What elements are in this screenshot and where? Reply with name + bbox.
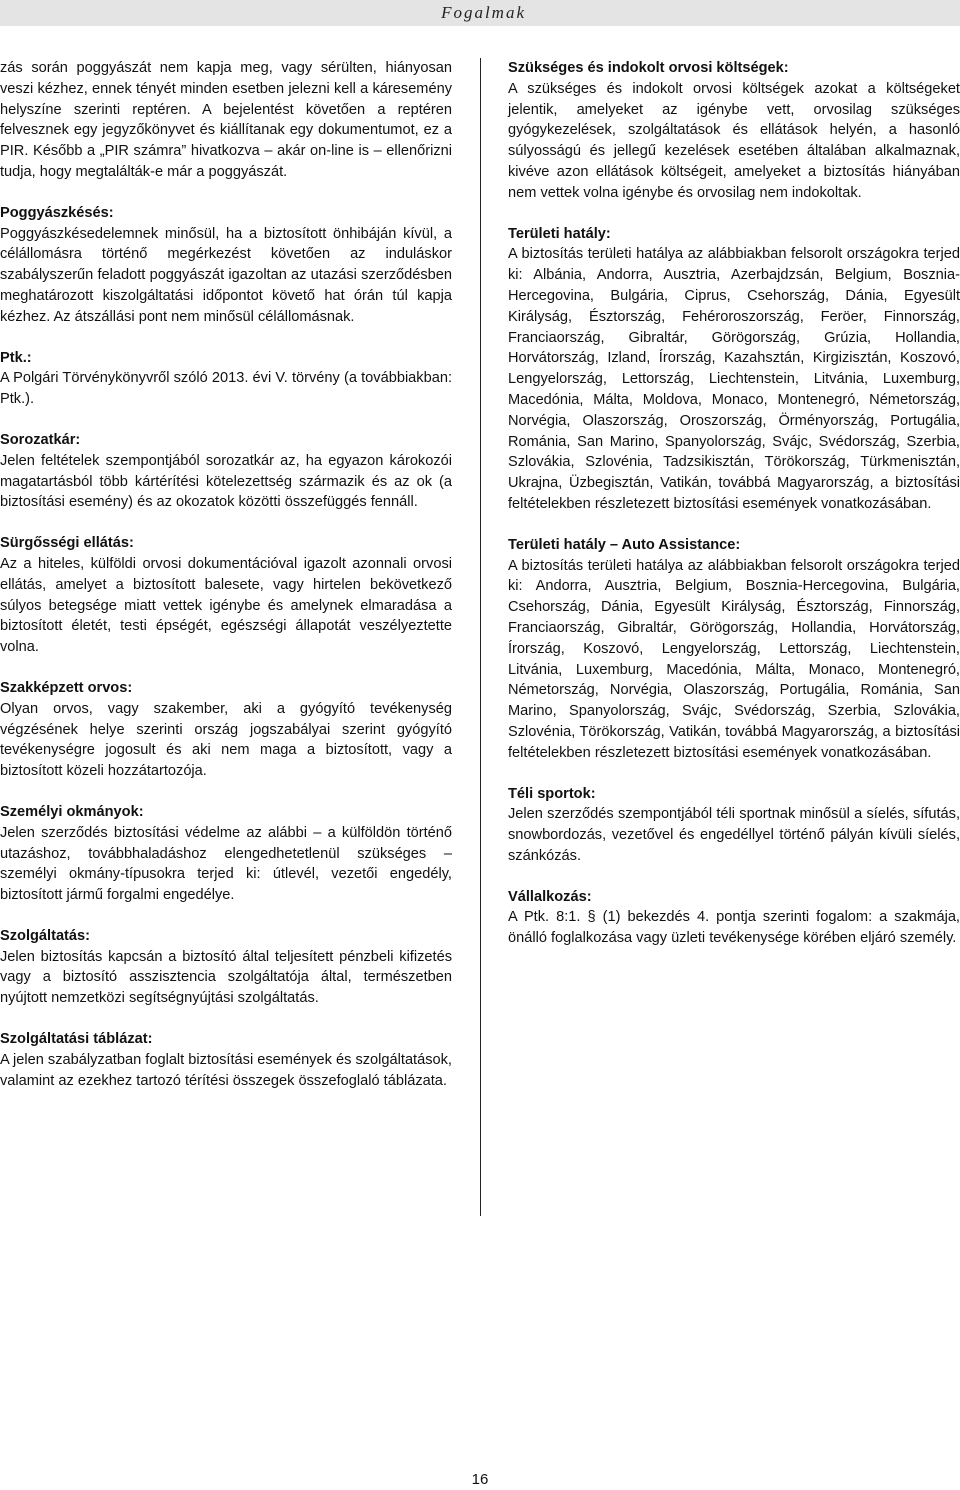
definition-term: Sorozatkár: bbox=[0, 431, 81, 448]
definition-szakkepzett-orvos bbox=[0, 678, 452, 782]
definition-text: A szükséges és indokolt orvosi költségek azokat a költségeket jelentik, amelyeket az igénybe vett, orvosilag szükséges gyógykezelések, szolgáltatások és ellátások helyén, a hasonló súlyosságú és jellegű kezelések esetében általában alkalmaznak, kivéve azon ellátások költségeit, amelyeket a biztosítás hiányában nem vettek volna igénybe és orvosilag nem indokoltak. bbox=[508, 80, 960, 201]
definition-term: Vállalkozás: bbox=[508, 888, 592, 905]
definition-term: Téli sportok: bbox=[508, 785, 596, 802]
definition-ptk bbox=[0, 348, 452, 410]
definition-text: Jelen szerződés szempontjából téli sportnak minősül a síelés, sífutás, snowbordozás, vezetővel és engedéllyel történő pályán kívüli síelés, szánkózás. bbox=[508, 806, 960, 864]
chapter-title: Fogalmak bbox=[441, 3, 526, 22]
definition-term: Ptk.: bbox=[0, 349, 32, 366]
definition-szolgaltatasi-tablazat bbox=[0, 1029, 452, 1091]
column-divider bbox=[480, 58, 481, 1216]
definition-term: Személyi okmányok: bbox=[0, 803, 144, 820]
definition-text: Az a hiteles, külföldi orvosi dokumentációval igazolt azonnali orvosi ellátás, amelyet a biztosított balesete, vagy hirtelen bekövetkező súlyos betegsége miatt vettek igénybe és amelynek elmaradása a biztosított életét, testi épségét, egészségi állapotát veszélyeztette volna. bbox=[0, 555, 452, 656]
definition-term: Sürgősségi ellátás: bbox=[0, 535, 134, 552]
definition-text: A biztosítás területi hatálya az alábbiakban felsorolt országokra terjed ki: Andorra, Ausztria, Belgium, Bosznia-Hercegovina, Bulgária, Csehország, Dánia, Egyesült Királyság, Észtország, Finnország, Franciaország, Gibraltár, Görögország, Hollandia, Horvátország, Írország, Koszovó, Lengyelország, Lettország, Liechtenstein, Litvánia, Luxemburg, Macedónia, Málta, Monaco, Montenegró, Németország, Norvégia, Olaszország, Portugália, Románia, San Marino, Spanyolország, Svájc, Svédország, Szerbia, Szlovákia, Szlovénia, Törökország, Vatikán, továbbá Magyarország, a biztosítási feltételekben részletezett biztosítási események vonatkozásában. bbox=[508, 557, 960, 761]
continued-paragraph: zás során poggyászát nem kapja meg, vagy sérülten, hiányosan veszi kézhez, ennek tényét minden esetben jelezni kell a káresemény helyszíne szerinti reptéren. A bejelentést követően a reptéren felvesznek egy jegyzőkönyvet és kiállítanak egy dokumentumot, ez a PIR. Később a „PIR számra” hivatkozva – akár on-line is – ellenőrizni tudja, hogy megtalálták-e már a poggyászát. bbox=[0, 60, 452, 180]
definition-text: A Polgári Törvénykönyvről szóló 2013. évi V. törvény (a továbbiakban: Ptk.). bbox=[0, 370, 452, 408]
definition-term: Poggyászkésés: bbox=[0, 204, 114, 221]
definition-teruleti-hataly bbox=[508, 224, 960, 515]
header-bar bbox=[0, 0, 960, 26]
definition-text: Jelen biztosítás kapcsán a biztosító által teljesített pénzbeli kifizetés vagy a biztosító asszisztencia szolgáltatója által, természetben nyújtott nemzetközi segítségnyújtási szolgáltatás. bbox=[0, 948, 452, 1007]
definition-term: Szakképzett orvos: bbox=[0, 679, 133, 696]
definition-term: Szükséges és indokolt orvosi költségek: bbox=[508, 60, 789, 76]
definition-text: Olyan orvos, vagy szakember, aki a gyógyító tevékenység végzésének helye szerinti ország jogszabályai szerint gyógyító tevékenységre jogosult és aki nem maga a biztosított, vagy a biztosított közeli hozzátartozója. bbox=[0, 700, 452, 780]
right-column bbox=[508, 58, 960, 949]
definition-text: A biztosítás területi hatálya az alábbiakban felsorolt országokra terjed ki: Albánia, Andorra, Ausztria, Azerbajdzsán, Belgium, Bosznia-Hercegovina, Bulgária, Ciprus, Csehország, Dánia, Egyesült Királyság, Észtország, Fehéroroszország, Feröer, Finnország, Franciaország, Gibraltár, Görögország, Grúzia, Hollandia, Horvátország, Izland, Írország, Kazahsztán, Kirgizisztán, Koszovó, Lengyelország, Lettország, Liechtenstein, Litvánia, Luxemburg, Macedónia, Málta, Moldova, Monaco, Montenegró, Németország, Norvégia, Olaszország, Oroszország, Örményország, Portugália, Románia, San Marino, Spanyolország, Svájc, Svédország, Szerbia, Szlovákia, Szlovénia, Tadzsikisztán, Törökország, Türkmenisztán, Ukrajna, Üzbegisztán, Vatikán, továbbá Magyarország, a biztosítási feltételekben részletezett biztosítási események vonatkozásában. bbox=[508, 246, 960, 512]
definition-surgossegi-ellatas bbox=[0, 533, 452, 658]
definition-term: Területi hatály: bbox=[508, 225, 611, 242]
left-column bbox=[0, 58, 452, 1091]
definition-orvosi-koltsegek bbox=[508, 58, 960, 204]
definition-term: Szolgáltatás: bbox=[0, 927, 91, 944]
definition-text: Jelen feltételek szempontjából sorozatkár az, ha egyazon károkozói magatartásból több kártérítési kötelezettség származik és az ok (a biztosítási esemény) és az okozatok közötti összefüggés fennáll. bbox=[0, 452, 452, 511]
definition-teruleti-hataly-auto-assistance bbox=[508, 535, 960, 764]
definition-text: Jelen szerződés biztosítási védelme az alábbi – a külföldön történő utazáshoz, továbbhaladáshoz elengedhetetlenül szükséges – személyi okmány-típusokra terjed ki: útlevél, vezetői engedély, biztosított jármű forgalmi engedélye. bbox=[0, 824, 452, 904]
definition-poggyaszkeses bbox=[0, 203, 452, 328]
definition-teli-sportok bbox=[508, 784, 960, 867]
definition-vallalkozas bbox=[508, 887, 960, 949]
page-number: 16 bbox=[471, 1471, 489, 1488]
definition-sorozatkar bbox=[0, 430, 452, 513]
definition-szolgaltatas bbox=[0, 926, 452, 1009]
definition-text: Poggyászkésedelemnek minősül, ha a biztosított önhibáján kívül, a célállomásra történő megérkezést követően az induláskor szabályszerűn feladott poggyászát igazoltan az utazási szerződésben meghatározott kiszolgáltatási időpontot követő hat órán túl kapja kézhez. Az átszállási pont nem minősül célállomásnak. bbox=[0, 225, 452, 325]
definition-text: A jelen szabályzatban foglalt biztosítási események és szolgáltatások, valamint az ezekhez tartozó térítési összegek összefoglaló táblázata. bbox=[0, 1051, 452, 1089]
definition-term: Szolgáltatási táblázat: bbox=[0, 1031, 153, 1048]
definition-szemelyi-okmanyok bbox=[0, 802, 452, 906]
definition-text: A Ptk. 8:1. § (1) bekezdés 4. pontja szerinti fogalom: a szakmája, önálló foglalkozása vagy üzleti tevékenysége körében eljáró személy. bbox=[508, 909, 960, 947]
definition-term: Területi hatály – Auto Assistance: bbox=[508, 536, 741, 553]
